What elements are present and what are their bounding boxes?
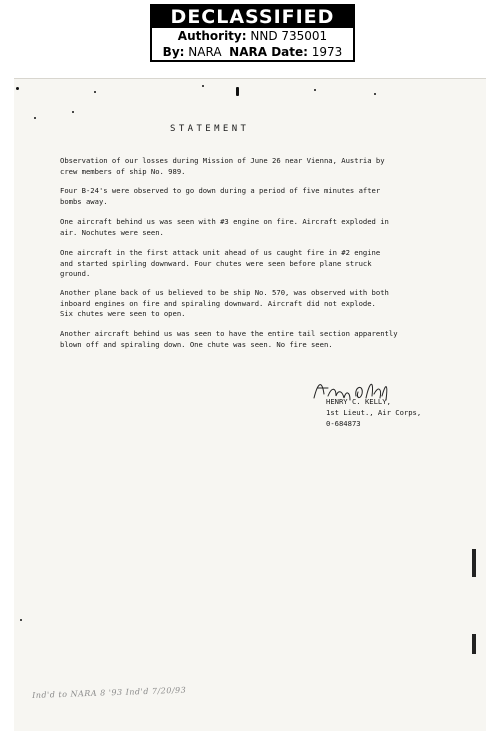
authority-label: Authority: (177, 29, 247, 43)
ink-speck (94, 91, 96, 93)
date-label: NARA Date: (229, 45, 308, 59)
by-value: NARA (188, 45, 222, 59)
paragraph: One aircraft behind us was seen with #3 engine on fire. Aircraft exploded in air. Nochutes were seen. (60, 217, 389, 237)
ink-speck (34, 117, 36, 119)
ink-speck (16, 87, 19, 90)
edge-mark (472, 634, 476, 654)
signature-block (326, 397, 476, 429)
by-line (152, 44, 353, 60)
ink-speck (236, 87, 239, 96)
authority-value: NND 735001 (250, 29, 328, 43)
ink-speck (20, 619, 22, 621)
authority-line (152, 28, 353, 44)
declassified-heading: DECLASSIFIED (152, 6, 353, 28)
by-label: By: (162, 45, 185, 59)
ink-speck (72, 111, 74, 113)
ink-speck (374, 93, 376, 95)
paragraph: Four B-24's were observed to go down during a period of five minutes after bombs away. (60, 186, 381, 206)
document-page (14, 78, 486, 731)
paragraph: Observation of our losses during Mission of June 26 near Vienna, Austria by crew members of ship No. 989. (60, 156, 385, 176)
declassification-stamp (150, 4, 355, 62)
document-title: STATEMENT (170, 124, 250, 134)
date-value: 1973 (311, 45, 343, 59)
signer-rank: 1st Lieut., Air Corps, (326, 407, 422, 417)
signer-serial: 0-684873 (326, 418, 361, 428)
paragraph: Another aircraft behind us was seen to have the entire tail section apparently blown off and spiraling down. One chute was seen. No fire seen. (60, 329, 398, 349)
ink-speck (202, 85, 204, 87)
signer-name: HENRY C. KELLY, (326, 397, 391, 406)
paragraph: Another plane back of us believed to be ship No. 570, was observed with both inboard engines on fire and spiraling downward. Aircraft did not explode. Six chutes were seen to open. (60, 288, 389, 318)
paragraph: One aircraft in the first attack unit ahead of us caught fire in #2 engine and started spirling downward. Four chutes were seen before plane struck ground. (60, 248, 381, 278)
edge-mark (472, 549, 476, 577)
ink-speck (314, 89, 316, 91)
handwritten-footnote: Ind'd to NARA 8 '93 Ind'd 7/20/93 (32, 685, 187, 700)
